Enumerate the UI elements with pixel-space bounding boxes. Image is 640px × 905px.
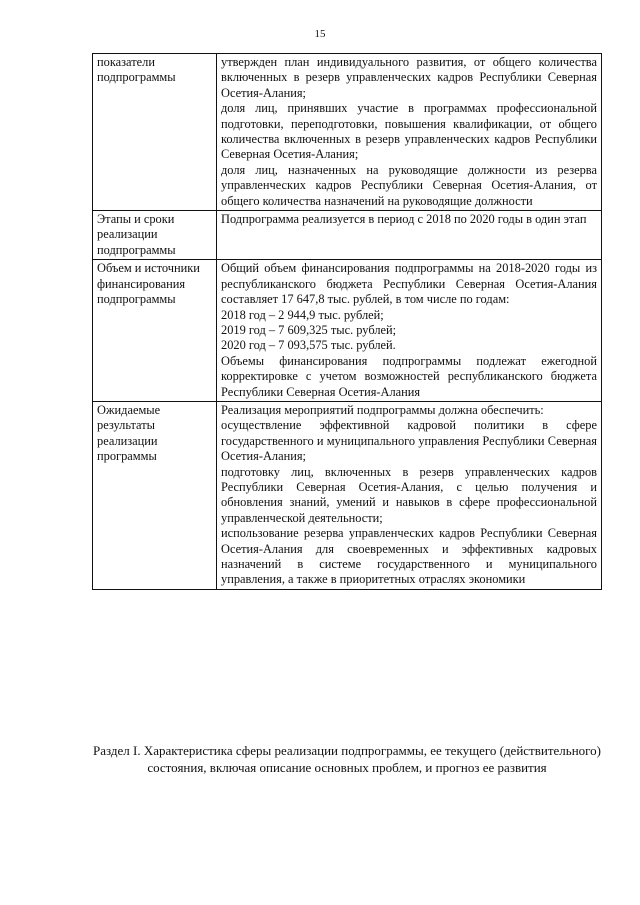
row-content [217, 260, 602, 402]
row-label: Этапы и сроки реализации подпрограммы [93, 211, 217, 260]
results-paragraph: осуществление эффективной кадровой политики в сфере государственного и муниципального управления Республики Северная Осетия-Алания; [221, 418, 597, 464]
row-content [217, 401, 602, 589]
indicator-paragraph: доля лиц, назначенных на руководящие должности из резерва управленческих кадров Республики Северная Осетия-Алания, от общего количества назначений на руководящие должности [221, 162, 597, 208]
financing-year-2018: 2018 год – 2 944,9 тыс. рублей; [221, 307, 384, 322]
row-label: Объем и источники финансирования подпрограммы [93, 260, 217, 402]
financing-year-2020: 2020 год – 7 093,575 тыс. рублей. [221, 338, 396, 353]
table-row-indicators [93, 54, 602, 211]
page-number: 15 [314, 28, 326, 40]
indicator-paragraph: доля лиц, принявших участие в программах профессиональной подготовки, переподготовки, повышения квалификации, от общего количества включенных в резерв управленческих кадров Республики Северная Осетия-Алания; [221, 101, 597, 162]
results-paragraph: подготовку лиц, включенных в резерв управленческих кадров Республики Северная Осетия-Алания, с целью получения и обновления знаний, умений и навыков в сфере профессиональной управленческой деятельности; [221, 464, 597, 525]
financing-paragraph: Объемы финансирования подпрограммы подлежат ежегодной корректировке с учетом возможностей республиканского бюджета Республики Северная Осетия-Алания [221, 353, 597, 399]
table-row-financing [93, 260, 602, 402]
table-row-expected-results [93, 401, 602, 589]
financing-paragraph: Общий объем финансирования подпрограммы на 2018-2020 годы из республиканского бюджета Республики Северная Осетия-Алания составляет 17 647,8 тыс. рублей, в том числе по годам: [221, 261, 597, 307]
results-paragraph: Реализация мероприятий подпрограммы должна обеспечить: [221, 402, 544, 417]
stages-paragraph: Подпрограмма реализуется в период с 2018 по 2020 годы в один этап [221, 212, 587, 227]
subprogram-passport-table [92, 53, 602, 590]
results-paragraph: использование резерва управленческих кадров Республики Северная Осетия-Алания для своевременных и эффективных кадровых назначений в системе государственного и муниципального управления, а также в приоритетных отраслях экономики [221, 526, 597, 587]
row-content [217, 54, 602, 211]
indicator-paragraph: утвержден план индивидуального развития, от общего количества включенных в резерв управленческих кадров Республики Северная Осетия-Алания; [221, 55, 597, 100]
financing-year-2019: 2019 год – 7 609,325 тыс. рублей; [221, 322, 397, 337]
row-label: Ожидаемые результаты реализации программы [93, 401, 217, 589]
table-row-stages [93, 211, 602, 260]
row-content [217, 211, 602, 260]
section-heading: Раздел I. Характеристика сферы реализации подпрограммы, ее текущего (действительного) состояния, включая описание основных проблем, и прогноз ее развития [92, 743, 601, 775]
row-label: показатели подпрограммы [93, 54, 217, 211]
